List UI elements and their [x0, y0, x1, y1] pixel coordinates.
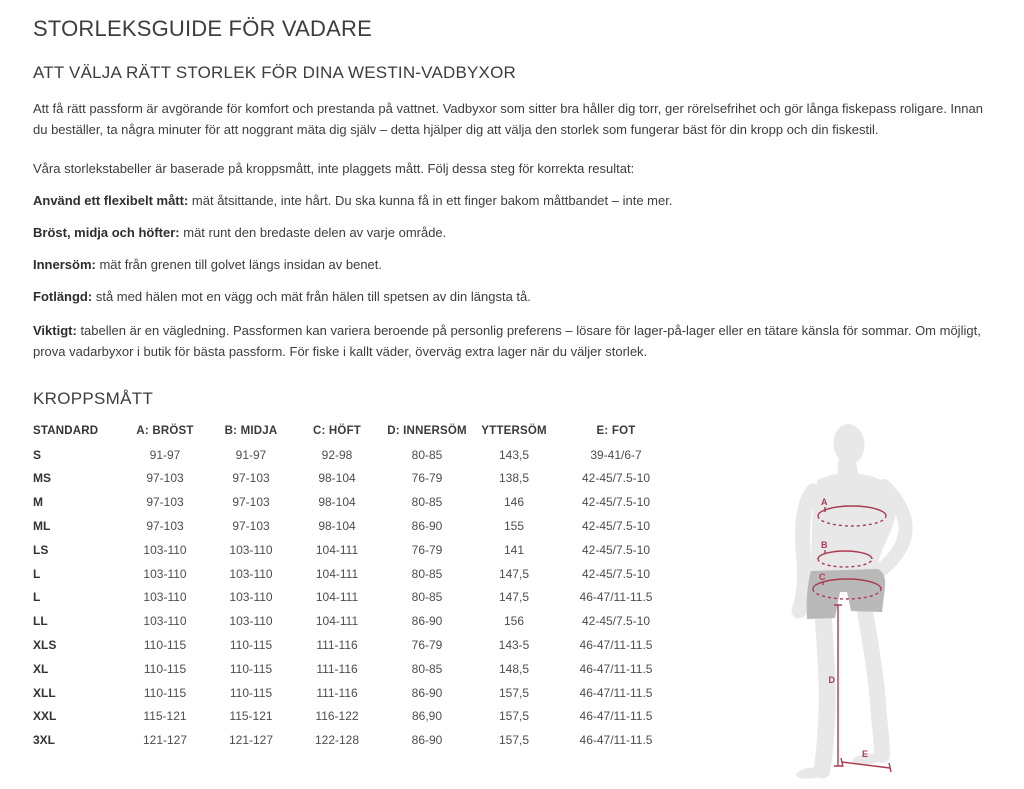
table-cell: 103-110	[229, 614, 273, 629]
header-row	[33, 419, 679, 443]
header-cell: C: HÖFT	[312, 424, 362, 437]
table-cell: S	[33, 447, 42, 462]
table-cell: 80-85	[411, 495, 443, 510]
table-cell: 98-104	[318, 471, 356, 486]
table-cell: 42-45/7.5-10	[581, 614, 651, 629]
page-title: STORLEKSGUIDE FÖR VADARE	[33, 16, 372, 41]
table-cell: 76-79	[411, 471, 443, 486]
table-row	[33, 705, 679, 729]
table-cell: 86-90	[411, 685, 443, 700]
table-cell: L	[33, 566, 41, 581]
head-shape	[831, 422, 866, 465]
table-cell: 115-121	[143, 709, 187, 724]
table-cell: 155	[503, 519, 525, 534]
table-cell: 76-79	[411, 542, 443, 557]
table-cell: 46-47/11-11.5	[579, 709, 653, 724]
table-cell: 46-47/11-11.5	[579, 733, 653, 748]
left-leg-shape	[822, 613, 827, 770]
table-cell: 97-103	[146, 519, 184, 534]
table-cell: ML	[33, 519, 51, 534]
table-cell: 86-90	[411, 519, 443, 534]
table-cell: 80-85	[411, 590, 443, 605]
step-text: mät åtsittande, inte hårt. Du ska kunna få in ett finger bakom måttbandet – inte mer.	[188, 193, 673, 208]
page-subtitle: ATT VÄLJA RÄTT STORLEK FÖR DINA WESTIN-VADBYXOR	[33, 63, 516, 82]
table-cell: 147,5	[498, 590, 530, 605]
step-label: Använd ett flexibelt mått:	[33, 193, 189, 208]
table-cell: 97-103	[146, 471, 184, 486]
size-table-body	[33, 443, 679, 752]
table-cell: 103-110	[229, 566, 273, 581]
header-cell: A: BRÖST	[136, 424, 194, 437]
table-cell: 97-103	[232, 519, 270, 534]
right-leg-shape	[865, 611, 882, 755]
measure-step-inseam	[33, 254, 996, 275]
body-figure	[795, 422, 905, 780]
table-cell: 110-115	[143, 638, 187, 653]
table-cell: 42-45/7.5-10	[581, 495, 651, 510]
table-cell: LS	[33, 542, 49, 557]
table-cell: 91-97	[235, 447, 267, 462]
table-cell: 147,5	[498, 566, 530, 581]
step-text: mät runt den bredaste delen av varje område.	[179, 225, 447, 240]
table-cell: 86-90	[411, 614, 443, 629]
table-cell: 46-47/11-11.5	[579, 661, 653, 676]
table-cell: XXL	[33, 709, 57, 724]
table-row	[33, 633, 679, 657]
table-cell: 111-116	[316, 661, 358, 676]
table-cell: 141	[503, 542, 525, 557]
table-cell: 80-85	[411, 661, 443, 676]
table-cell: 98-104	[318, 495, 356, 510]
table-cell: 97-103	[232, 471, 270, 486]
intro-paragraph-2: Våra storlekstabeller är baserade på kroppsmått, inte plaggets mått. Följ dessa steg för korrekta resultat:	[33, 161, 635, 176]
table-cell: 104-111	[315, 590, 359, 605]
table-cell: 103-110	[143, 614, 187, 629]
table-row	[33, 538, 679, 562]
table-cell: 76-79	[411, 638, 443, 653]
table-cell: 46-47/11-11.5	[579, 638, 653, 653]
table-cell: 3XL	[33, 733, 56, 748]
step-text: stå med hälen mot en vägg och mät från hälen till spetsen av din längsta tå.	[92, 289, 531, 304]
hip-label: C	[819, 572, 826, 582]
table-cell: 121-127	[228, 733, 274, 748]
step-text: mät från grenen till golvet längs insidan av benet.	[95, 257, 383, 272]
table-cell: 143,5	[498, 447, 530, 462]
table-cell: 97-103	[146, 495, 184, 510]
table-cell: 97-103	[232, 495, 270, 510]
table-row	[33, 467, 679, 491]
table-cell: XLL	[33, 685, 56, 700]
table-cell: 42-45/7.5-10	[581, 471, 651, 486]
table-cell: M	[33, 495, 43, 510]
measure-step-chest-waist-hip	[33, 222, 996, 243]
body-silhouette-illustration	[785, 421, 1015, 784]
table-row	[33, 728, 679, 752]
waist-label: B	[821, 540, 828, 550]
table-cell: L	[33, 590, 41, 605]
table-row	[33, 681, 679, 705]
table-cell: 103-110	[143, 542, 187, 557]
table-cell: 104-111	[315, 542, 359, 557]
table-row	[33, 657, 679, 681]
table-cell: 98-104	[318, 519, 356, 534]
measure-step-foot-length	[33, 286, 996, 307]
step-label: Fotlängd:	[33, 289, 93, 304]
important-label: Viktigt:	[33, 323, 77, 338]
step-label: Innersöm:	[33, 257, 96, 272]
table-cell: 103-110	[143, 590, 187, 605]
table-cell: 122-128	[314, 733, 360, 748]
size-table	[33, 419, 679, 752]
important-text: tabellen är en vägledning. Passformen kan variera beroende på personlig preferens – lösare för lager-på-lager eller en tätare känsla för sommar. Om möjligt, prova vadarbyxor i butik för bästa passform. För fiske i kallt väder, överväg extra lager när du väljer storlek.	[33, 323, 981, 359]
table-row	[33, 562, 679, 586]
table-cell: 91-97	[149, 447, 181, 462]
table-cell: 103-110	[143, 566, 187, 581]
table-cell: 104-111	[315, 566, 359, 581]
header-cell: YTTERSÖM	[481, 424, 547, 437]
table-cell: MS	[33, 471, 51, 486]
table-cell: 80-85	[411, 566, 443, 581]
chest-label: A	[821, 497, 828, 507]
table-and-figure-zone	[33, 419, 996, 759]
table-cell: 80-85	[411, 447, 443, 462]
table-cell: LL	[33, 614, 48, 629]
important-note	[33, 320, 996, 362]
intro-paragraph: Att få rätt passform är avgörande för komfort och prestanda på vattnet. Vadbyxor som sitter bra håller dig torr, ger rörelsefrihet och gör långa fiskepass roligare. Innan du beställer, ta några minuter för att noggrant mäta dig själv – detta hjälper dig att välja den storlek som fungerar bäst för din kropp och din fiskestil.	[33, 101, 983, 137]
size-table-head	[33, 419, 679, 443]
header-cell: STANDARD	[33, 424, 99, 437]
table-cell: 110-115	[143, 661, 187, 676]
table-row	[33, 586, 679, 610]
header-cell: B: MIDJA	[224, 424, 278, 437]
table-cell: 42-45/7.5-10	[581, 566, 651, 581]
table-row	[33, 443, 679, 467]
table-cell: 110-115	[143, 685, 187, 700]
table-cell: 143-5	[498, 638, 530, 653]
table-cell: 39-41/6-7	[590, 447, 642, 462]
measurement-figure	[785, 421, 1015, 784]
table-cell: 121-127	[142, 733, 188, 748]
table-cell: XL	[33, 661, 49, 676]
table-cell: 111-116	[316, 638, 358, 653]
table-cell: 156	[503, 614, 525, 629]
table-cell: 104-111	[315, 614, 359, 629]
table-cell: 46-47/11-11.5	[579, 590, 653, 605]
table-cell: 46-47/11-11.5	[579, 685, 653, 700]
table-cell: 42-45/7.5-10	[581, 542, 651, 557]
table-cell: 103-110	[229, 590, 273, 605]
inseam-label: D	[828, 675, 835, 685]
foot-length-label: E	[861, 749, 869, 759]
table-cell: 116-122	[315, 709, 359, 724]
table-cell: 115-121	[229, 709, 273, 724]
header-cell: E: FOT	[596, 424, 636, 437]
header-cell: D: INNERSÖM	[387, 424, 467, 437]
table-row	[33, 490, 679, 514]
table-cell: 157,5	[498, 733, 530, 748]
table-cell: 86-90	[411, 733, 443, 748]
table-cell: 110-115	[229, 661, 273, 676]
table-cell: 110-115	[229, 685, 273, 700]
table-cell: 92-98	[321, 447, 353, 462]
table-cell: 103-110	[229, 542, 273, 557]
table-cell: 110-115	[229, 638, 273, 653]
table-cell: 157,5	[498, 685, 530, 700]
table-cell: 111-116	[316, 685, 358, 700]
table-cell: 138,5	[498, 471, 530, 486]
table-cell: 157,5	[498, 709, 530, 724]
table-row	[33, 514, 679, 538]
section-title-body-measurements: KROPPSMÅTT	[33, 389, 154, 408]
table-cell: 148,5	[498, 661, 530, 676]
table-row	[33, 609, 679, 633]
step-label: Bröst, midja och höfter:	[33, 225, 180, 240]
table-cell: 42-45/7.5-10	[581, 519, 651, 534]
measure-step-flexible	[33, 190, 996, 211]
table-cell: 146	[503, 495, 525, 510]
table-cell: XLS	[33, 638, 57, 653]
table-cell: 86,90	[411, 709, 443, 724]
